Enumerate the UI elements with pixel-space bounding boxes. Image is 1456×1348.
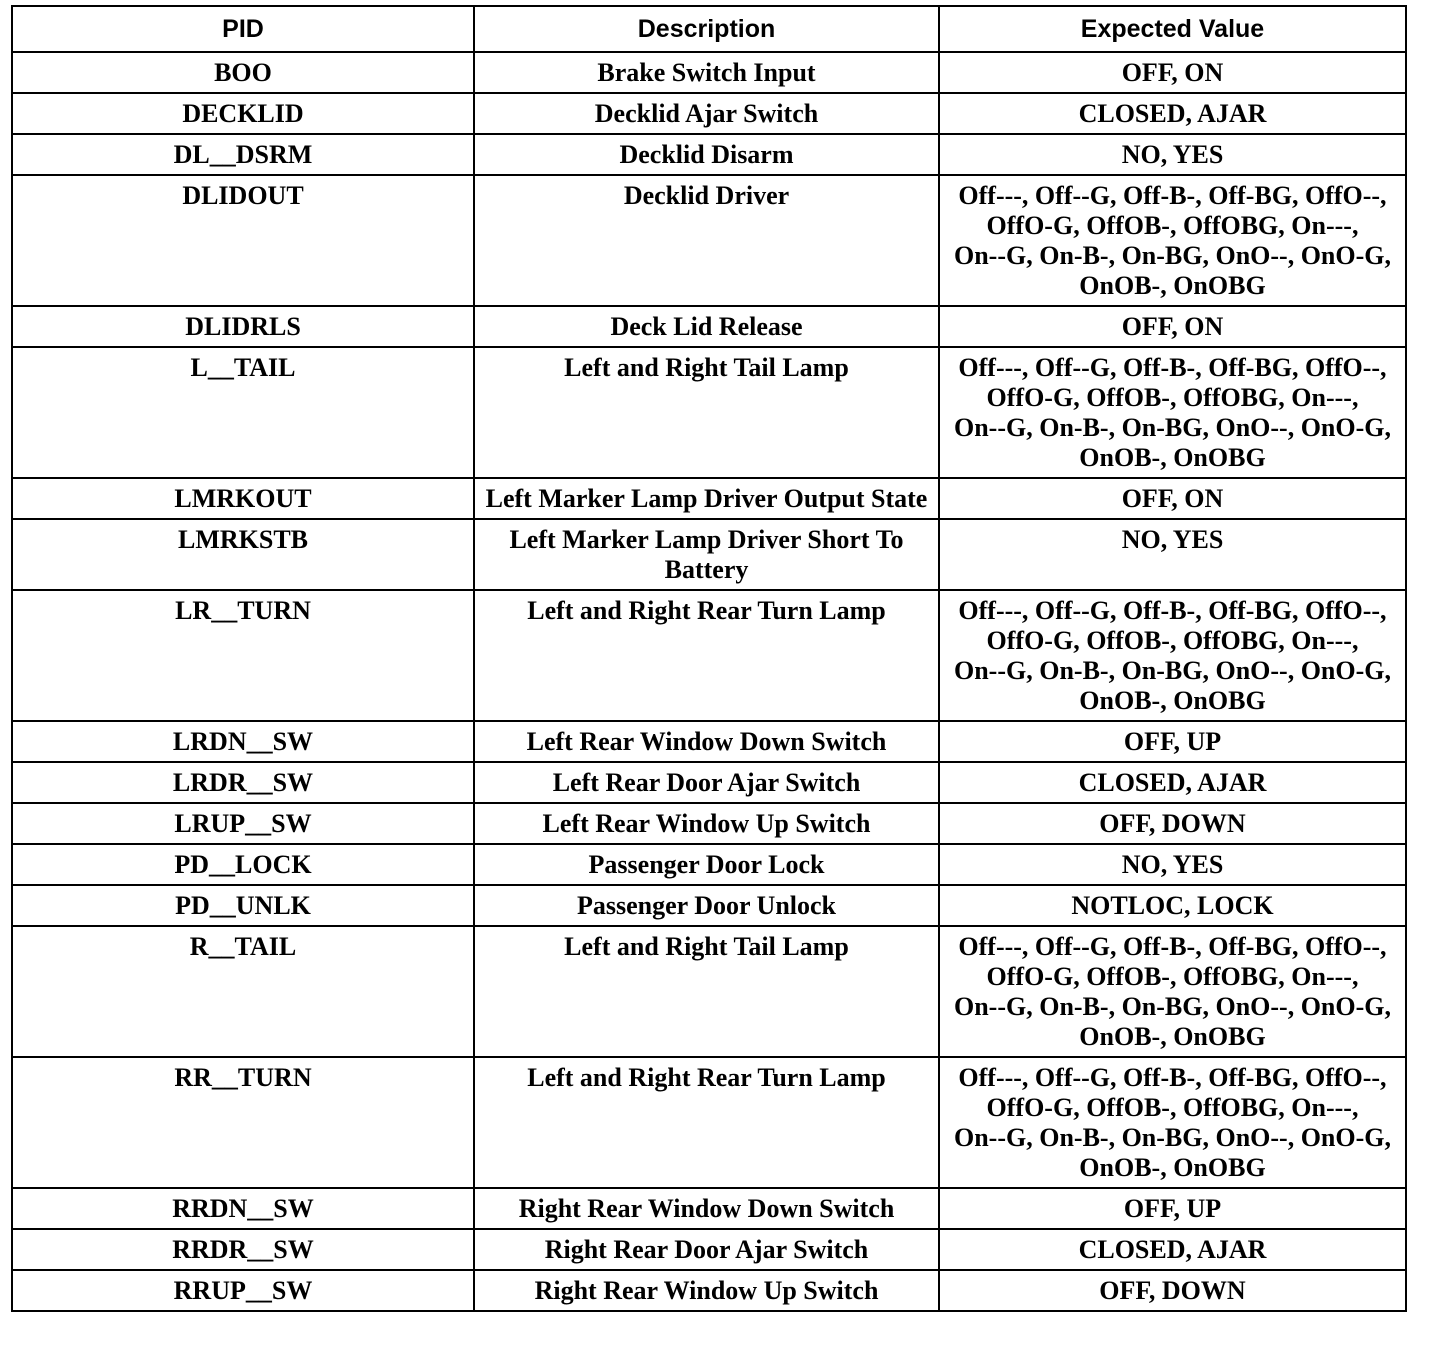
expected-value-cell: Off---, Off--G, Off-B-, Off-BG, OffO--, OffO-G, OffOB-, OffOBG, On---, On--G, On-B-, On-BG, OnO--, OnO-G, OnOB-, OnOBG	[939, 926, 1406, 1057]
table-row	[12, 762, 1406, 803]
pid-cell: DECKLID	[12, 93, 474, 134]
table-row	[12, 1057, 1406, 1188]
description-cell: Passenger Door Lock	[474, 844, 939, 885]
description-cell: Decklid Ajar Switch	[474, 93, 939, 134]
description-cell: Left and Right Rear Turn Lamp	[474, 590, 939, 721]
table-row	[12, 519, 1406, 590]
expected-value-cell: OFF, ON	[939, 478, 1406, 519]
description-cell: Decklid Disarm	[474, 134, 939, 175]
expected-value-cell: NO, YES	[939, 134, 1406, 175]
description-cell: Left Marker Lamp Driver Short To Battery	[474, 519, 939, 590]
table-row	[12, 721, 1406, 762]
table-header	[12, 6, 1406, 52]
header-pid: PID	[12, 6, 474, 52]
expected-value-cell: Off---, Off--G, Off-B-, Off-BG, OffO--, OffO-G, OffOB-, OffOBG, On---, On--G, On-B-, On-BG, OnO--, OnO-G, OnOB-, OnOBG	[939, 1057, 1406, 1188]
description-cell: Left and Right Rear Turn Lamp	[474, 1057, 939, 1188]
pid-cell: R__TAIL	[12, 926, 474, 1057]
table-row	[12, 885, 1406, 926]
description-cell: Left Rear Door Ajar Switch	[474, 762, 939, 803]
table-row	[12, 134, 1406, 175]
table-row	[12, 803, 1406, 844]
pid-cell: DL__DSRM	[12, 134, 474, 175]
table-row	[12, 590, 1406, 721]
expected-value-cell: OFF, ON	[939, 306, 1406, 347]
description-cell: Right Rear Window Up Switch	[474, 1270, 939, 1311]
expected-value-cell: OFF, UP	[939, 721, 1406, 762]
pid-table	[11, 5, 1407, 1312]
expected-value-cell: OFF, DOWN	[939, 803, 1406, 844]
table-row	[12, 1229, 1406, 1270]
table-row	[12, 347, 1406, 478]
pid-cell: RR__TURN	[12, 1057, 474, 1188]
pid-cell: DLIDRLS	[12, 306, 474, 347]
expected-value-cell: NO, YES	[939, 519, 1406, 590]
table-row	[12, 1188, 1406, 1229]
description-cell: Decklid Driver	[474, 175, 939, 306]
pid-cell: LMRKSTB	[12, 519, 474, 590]
pid-cell: DLIDOUT	[12, 175, 474, 306]
description-cell: Deck Lid Release	[474, 306, 939, 347]
expected-value-cell: OFF, DOWN	[939, 1270, 1406, 1311]
expected-value-cell: CLOSED, AJAR	[939, 93, 1406, 134]
pid-cell: RRDR__SW	[12, 1229, 474, 1270]
description-cell: Right Rear Door Ajar Switch	[474, 1229, 939, 1270]
table-row	[12, 175, 1406, 306]
pid-cell: BOO	[12, 52, 474, 93]
expected-value-cell: OFF, UP	[939, 1188, 1406, 1229]
table-row	[12, 844, 1406, 885]
header-expected-value: Expected Value	[939, 6, 1406, 52]
description-cell: Left Rear Window Up Switch	[474, 803, 939, 844]
description-cell: Left and Right Tail Lamp	[474, 926, 939, 1057]
pid-cell: LRDN__SW	[12, 721, 474, 762]
table-row	[12, 1270, 1406, 1311]
pid-cell: PD__UNLK	[12, 885, 474, 926]
expected-value-cell: CLOSED, AJAR	[939, 762, 1406, 803]
header-description: Description	[474, 6, 939, 52]
expected-value-cell: NO, YES	[939, 844, 1406, 885]
description-cell: Passenger Door Unlock	[474, 885, 939, 926]
pid-cell: RRDN__SW	[12, 1188, 474, 1229]
description-cell: Left Marker Lamp Driver Output State	[474, 478, 939, 519]
pid-cell: PD__LOCK	[12, 844, 474, 885]
expected-value-cell: NOTLOC, LOCK	[939, 885, 1406, 926]
pid-cell: L__TAIL	[12, 347, 474, 478]
table-row	[12, 926, 1406, 1057]
expected-value-cell: Off---, Off--G, Off-B-, Off-BG, OffO--, OffO-G, OffOB-, OffOBG, On---, On--G, On-B-, On-BG, OnO--, OnO-G, OnOB-, OnOBG	[939, 590, 1406, 721]
pid-cell: LRUP__SW	[12, 803, 474, 844]
description-cell: Right Rear Window Down Switch	[474, 1188, 939, 1229]
expected-value-cell: OFF, ON	[939, 52, 1406, 93]
pid-cell: LMRKOUT	[12, 478, 474, 519]
expected-value-cell: CLOSED, AJAR	[939, 1229, 1406, 1270]
expected-value-cell: Off---, Off--G, Off-B-, Off-BG, OffO--, OffO-G, OffOB-, OffOBG, On---, On--G, On-B-, On-BG, OnO--, OnO-G, OnOB-, OnOBG	[939, 175, 1406, 306]
table-row	[12, 478, 1406, 519]
table-body	[12, 52, 1406, 1311]
header-row	[12, 6, 1406, 52]
description-cell: Left and Right Tail Lamp	[474, 347, 939, 478]
description-cell: Left Rear Window Down Switch	[474, 721, 939, 762]
table-row	[12, 93, 1406, 134]
pid-cell: RRUP__SW	[12, 1270, 474, 1311]
table-row	[12, 52, 1406, 93]
description-cell: Brake Switch Input	[474, 52, 939, 93]
table-row	[12, 306, 1406, 347]
expected-value-cell: Off---, Off--G, Off-B-, Off-BG, OffO--, OffO-G, OffOB-, OffOBG, On---, On--G, On-B-, On-BG, OnO--, OnO-G, OnOB-, OnOBG	[939, 347, 1406, 478]
pid-cell: LRDR__SW	[12, 762, 474, 803]
pid-cell: LR__TURN	[12, 590, 474, 721]
